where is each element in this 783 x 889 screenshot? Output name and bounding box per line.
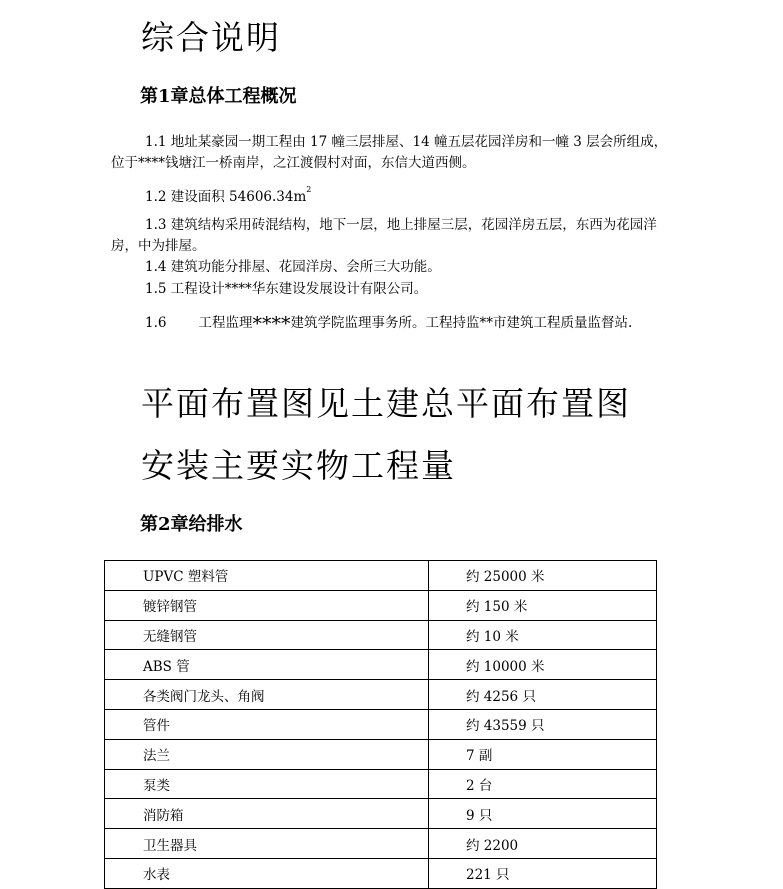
layout-heading: 平面布置图见土建总平面布置图: [141, 384, 631, 423]
item-cell: 各类阀门龙头、角阀: [105, 680, 429, 710]
table-row: [105, 680, 657, 710]
item-cell: 消防箱: [105, 799, 429, 829]
para-1-1-line1: 1.1 地址某豪园一期工程由 17 幢三层排屋、14 幢五层花园洋房和一幢 3 层会所组成，: [145, 134, 668, 150]
quantity-cell: 约 10 米: [429, 620, 657, 650]
para-1-6-text-a: 工程监理: [198, 315, 253, 331]
item-cell: 法兰: [105, 739, 429, 769]
item-cell: 镀锌钢管: [105, 590, 429, 620]
table-row: [105, 769, 657, 799]
chapter-2-title: 第2章给排水: [140, 514, 243, 535]
table-row: [105, 799, 657, 829]
quantity-cell: 9 只: [429, 799, 657, 829]
para-1-1-line2: 位于****钱塘江一桥南岸，之江渡假村对面，东信大道西侧。: [111, 155, 476, 171]
quantity-cell: 约 43559 只: [429, 709, 657, 739]
para-1-6-stars: ****: [252, 313, 291, 335]
quantity-cell: 2 台: [429, 769, 657, 799]
table-row: [105, 590, 657, 620]
quantity-cell: 221 只: [429, 858, 657, 888]
para-1-4: 1.4 建筑功能分排屋、花园洋房、会所三大功能。: [145, 259, 441, 275]
para-1-5: 1.5 工程设计****华东建设发展设计有限公司。: [145, 281, 428, 297]
item-cell: 卫生器具: [105, 829, 429, 859]
item-cell: ABS 管: [105, 650, 429, 680]
para-1-6: [145, 311, 632, 334]
quantity-cell: 约 150 米: [429, 590, 657, 620]
quantities-heading: 安装主要实物工程量: [141, 446, 456, 485]
quantity-cell: 约 4256 只: [429, 680, 657, 710]
table-row: [105, 829, 657, 859]
quantity-cell: 7 副: [429, 739, 657, 769]
table-row: [105, 709, 657, 739]
item-cell: 无缝钢管: [105, 620, 429, 650]
table-row: [105, 858, 657, 888]
chapter-1-title: 第1章总体工程概况: [140, 86, 297, 107]
quantity-cell: 约 25000 米: [429, 561, 657, 591]
table-row: [105, 739, 657, 769]
item-cell: 水表: [105, 858, 429, 888]
table-row: [105, 620, 657, 650]
para-1-2: [145, 187, 311, 209]
item-cell: 泵类: [105, 769, 429, 799]
area-unit-superscript: 2: [306, 185, 312, 194]
para-1-2-text: 1.2 建设面积 54606.34m: [145, 189, 307, 205]
item-cell: UPVC 塑料管: [105, 561, 429, 591]
para-1-6-number: 1.6: [145, 315, 167, 331]
document-title: 综合说明: [141, 18, 281, 57]
para-1-6-text-b: 建筑学院监理事务所。工程持监**市建筑工程质量监督站.: [290, 315, 633, 331]
quantity-cell: 约 10000 米: [429, 650, 657, 680]
quantities-table: [104, 560, 657, 889]
table-row: [105, 650, 657, 680]
table-row: [105, 561, 657, 591]
para-1-3-line2: 房，中为排屋。: [111, 238, 206, 254]
item-cell: 管件: [105, 709, 429, 739]
quantity-cell: 约 2200: [429, 829, 657, 859]
para-1-3-line1: 1.3 建筑结构采用砖混结构，地下一层，地上排屋三层，花园洋房五层，东西为花园洋: [145, 217, 657, 233]
